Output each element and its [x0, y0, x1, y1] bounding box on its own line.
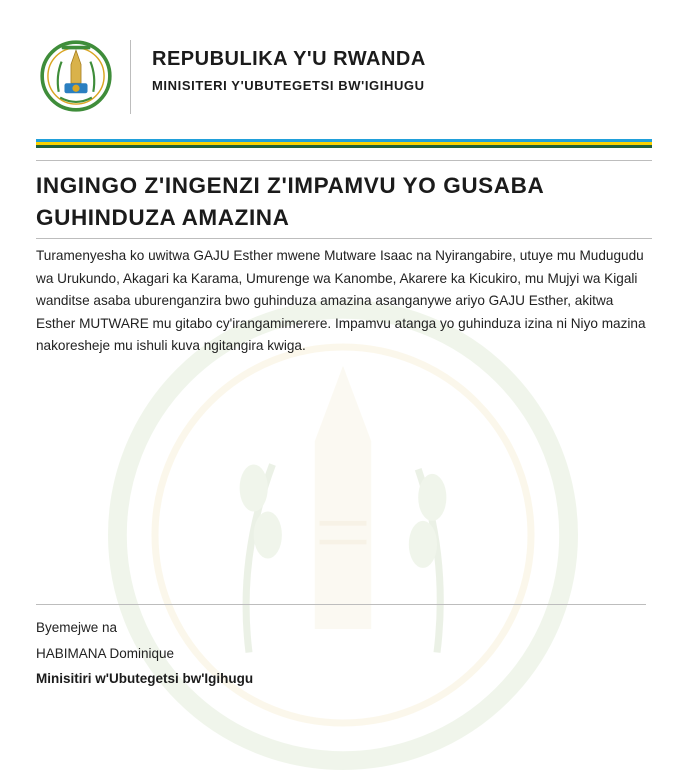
document-body: Turamenyesha ko uwitwa GAJU Esther mwene Mutware Isaac na Nyirangabire, utuye mu Mudugudu wa Urukundo, Akagari ka Karama, Umurenge wa Kanombe, Akarere ka Kicukiro, mu Mujyi wa Kigali wanditse asaba uburenganzira bwo guhinduza amazina asanganywe ariyo GAJU Esther, akitwa Esther MUTWARE mu gitabo cy'irangamimerere. Impamvu atanga yo guhinduza izina ni Niyo mazina nakoresheje mu ishuli kuva ngitangira kwiga. — [36, 248, 646, 353]
signature-divider — [36, 604, 646, 605]
document-title: INGINGO Z'INGENZI Z'IMPAMVU YO GUSABA GUHINDUZA AMAZINA — [36, 173, 544, 230]
signatory-role: Minisitiri w'Ubutegetsi bw'Igihugu — [36, 671, 254, 686]
letterhead — [36, 40, 656, 120]
header-divider — [130, 40, 131, 114]
signature-label: Byemejwe na — [36, 620, 118, 635]
flag-stripe-green — [36, 145, 652, 148]
ministry-title: MINISITERI Y'UBUTEGETSI BW'IGIHUGU — [152, 78, 425, 93]
republic-title: REPUBULIKA Y'U RWANDA — [152, 48, 426, 70]
signatory-name: HABIMANA Dominique — [36, 646, 175, 661]
rwanda-coat-of-arms-icon — [40, 40, 112, 112]
title-bottom-divider — [36, 238, 652, 239]
title-top-divider — [36, 160, 652, 161]
flag-stripe — [36, 139, 652, 148]
